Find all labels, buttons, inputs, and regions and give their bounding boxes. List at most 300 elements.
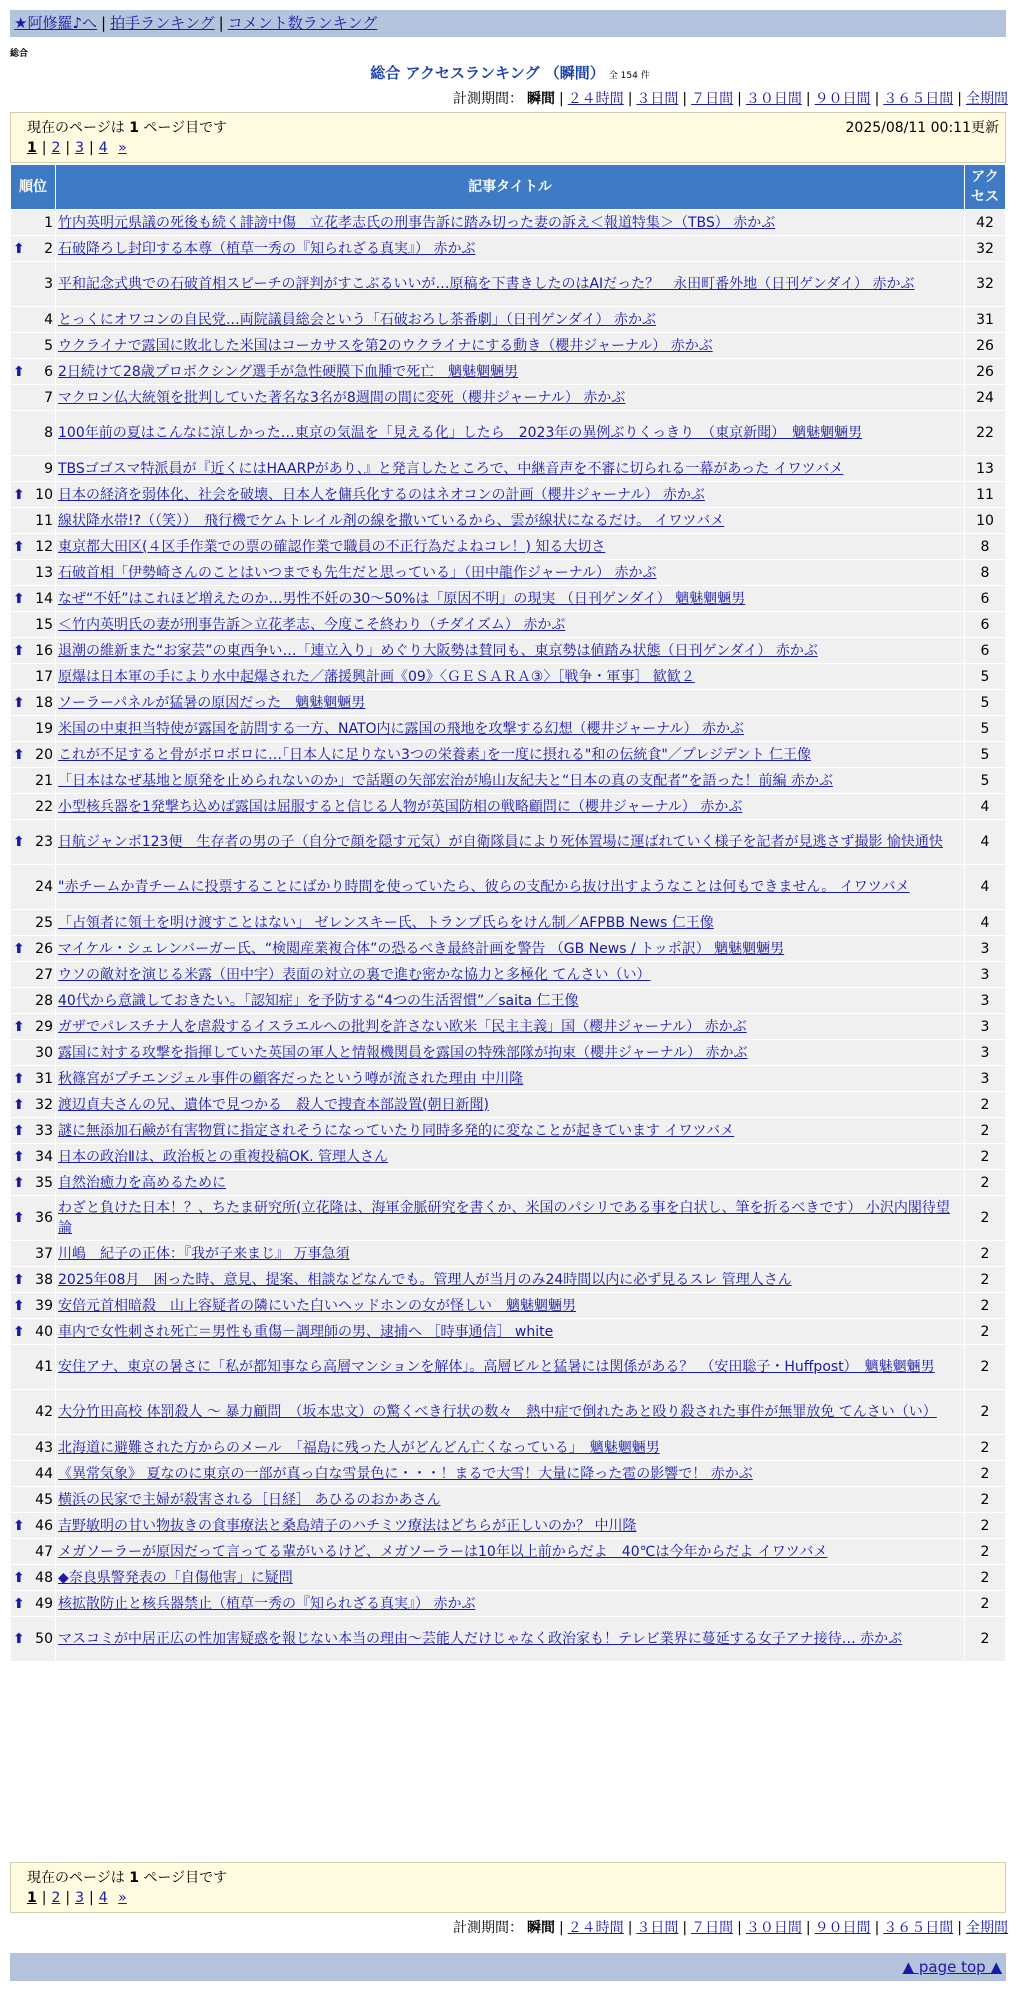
- article-link[interactable]: 退潮の維新また“お家芸”の東西争い…「連立入り」めぐり大阪勢は賛同も、東京勢は値踏み状態（日刊ゲンダイ） 赤かぶ: [58, 642, 818, 659]
- period-link[interactable]: 全期間: [966, 1920, 1008, 1936]
- page-next-link[interactable]: »: [118, 140, 127, 156]
- table-row: [11, 385, 1005, 410]
- table-row: [11, 1461, 1005, 1486]
- access-count: 2: [965, 1118, 1005, 1143]
- separator: |: [558, 91, 564, 107]
- rank-number: 22: [35, 798, 53, 815]
- rank-number: 32: [35, 1096, 53, 1113]
- rank-number: 24: [35, 879, 53, 895]
- title-cell: [56, 1014, 964, 1039]
- period-link[interactable]: ７日間: [691, 91, 734, 107]
- article-link[interactable]: 平和記念式典での石破首相スピーチの評判がすこぶるいいが…原稿を下書きしたのはAIだった？ 永田町番外地（日刊ゲンダイ） 赤かぶ: [58, 276, 915, 292]
- page-message: [27, 1867, 227, 1887]
- title-cell: [56, 1513, 964, 1538]
- access-count: 5: [965, 768, 1005, 793]
- rank-up-arrow-icon: ⬆: [13, 834, 25, 850]
- table-row: [11, 716, 1005, 741]
- rank-number: 41: [35, 1359, 53, 1375]
- rank-number: 27: [35, 966, 53, 983]
- access-count: 2: [965, 1487, 1005, 1512]
- access-count: 4: [965, 794, 1005, 819]
- rank-up-arrow-icon: ⬆: [13, 642, 25, 659]
- article-link[interactable]: ソーラーパネルが猛暑の原因だった 魑魅魍魎男: [58, 694, 366, 711]
- article-link[interactable]: 《異常気象》 夏なのに東京の一部が真っ白な雪景色に・・・！まるで大雪！大量に降った雹の影響で！ 赤かぶ: [58, 1465, 753, 1482]
- article-link[interactable]: "赤チームか青チームに投票することにばかり時間を使っていたら、彼らの支配から抜け出すようなことは何もできません。 イワツバメ: [58, 879, 910, 895]
- rank-cell: [11, 1040, 55, 1065]
- access-count: 2: [965, 1267, 1005, 1292]
- access-count: 5: [965, 664, 1005, 689]
- rank-cell: [11, 1390, 55, 1434]
- table-row: [11, 1196, 1005, 1240]
- rank-cell: [11, 936, 55, 961]
- period-link[interactable]: 全期間: [966, 91, 1008, 107]
- rank-up-arrow-icon: ⬆: [13, 486, 25, 503]
- table-row: [11, 1170, 1005, 1195]
- rank-number: 26: [35, 940, 53, 957]
- separator: |: [101, 14, 107, 32]
- rank-up-arrow-icon: ⬆: [13, 1096, 25, 1113]
- period-link[interactable]: ３日間: [636, 91, 679, 107]
- article-link[interactable]: 竹内英明元県議の死後も続く誹謗中傷 立花孝志氏の刑事告訴に踏み切った妻の訴え＜報道特集＞（TBS） 赤かぶ: [58, 214, 776, 231]
- title-cell: [56, 1118, 964, 1143]
- table-row: [11, 1267, 1005, 1292]
- page-link[interactable]: 4: [98, 140, 108, 156]
- article-link[interactable]: 川嶋 紀子の正体：『我が子来まじ』 万事急須: [58, 1245, 350, 1262]
- article-link[interactable]: 2日続けて28歳プロボクシング選手が急性硬膜下血腫で死亡 魑魅魍魎男: [58, 363, 519, 380]
- article-link[interactable]: 線状降水帯!?（（笑）） 飛行機でケムトレイル剤の線を撒いているから、雲が線状になるだけ。 イワツバメ: [58, 512, 725, 529]
- access-count: 10: [965, 508, 1005, 533]
- rank-cell: [11, 638, 55, 663]
- article-link[interactable]: 日本の政治Ⅱは、政治板との重複投稿OK. 管理人さん: [58, 1148, 388, 1165]
- article-link[interactable]: 原爆は日本軍の手により水中起爆された／藩援興計画《09》〈ＧＥＳＡＲＡ③〉［戦争・軍事］ 歓歓２: [58, 668, 695, 685]
- pager-top: [10, 112, 1006, 163]
- table-row: [11, 820, 1005, 864]
- page-link[interactable]: 3: [75, 1890, 85, 1906]
- rank-cell: [11, 1617, 55, 1661]
- access-count: 2: [965, 1144, 1005, 1169]
- table-row: [11, 988, 1005, 1013]
- access-count: 2: [965, 1092, 1005, 1117]
- separator: |: [737, 91, 742, 107]
- rank-up-arrow-icon: ⬆: [13, 590, 25, 607]
- rank-number: 39: [35, 1297, 53, 1314]
- rank-cell: [11, 865, 55, 909]
- access-count: 3: [965, 936, 1005, 961]
- separator: |: [41, 140, 47, 156]
- rank-cell: [11, 482, 55, 507]
- article-link[interactable]: 石破降ろし封印する本尊（植草一秀の『知られざる真実』） 赤かぶ: [58, 240, 476, 257]
- page-message: [27, 117, 227, 137]
- rank-up-arrow-icon: ⬆: [13, 1148, 25, 1165]
- table-row: [11, 1014, 1005, 1039]
- table-row: [11, 638, 1005, 663]
- rank-cell: [11, 1319, 55, 1344]
- article-link[interactable]: 日本の経済を弱体化、社会を破壊、日本人を傭兵化するのはネオコンの計画（櫻井ジャーナル） 赤かぶ: [58, 486, 705, 503]
- title-cell: [56, 690, 964, 715]
- period-link[interactable]: ９０日間: [814, 1920, 871, 1936]
- separator: |: [65, 1890, 71, 1906]
- access-count: 31: [965, 307, 1005, 332]
- separator: |: [957, 91, 962, 107]
- separator: |: [65, 140, 71, 156]
- separator: |: [874, 1920, 880, 1936]
- rank-number: 10: [35, 486, 53, 503]
- page-current: 1: [27, 140, 37, 156]
- rank-up-arrow-icon: ⬆: [13, 1070, 25, 1087]
- rank-number: 38: [35, 1271, 53, 1288]
- article-link[interactable]: 安住アナ、東京の暑さに「私が都知事なら高層マンションを解体」。高層ビルと猛暑には関係がある？ （安田聡子・Huffpost） 魑魅魍魎男: [58, 1359, 935, 1375]
- access-count: 5: [965, 690, 1005, 715]
- rank-number: 35: [35, 1174, 53, 1191]
- table-row: [11, 1241, 1005, 1266]
- table-row: [11, 1539, 1005, 1564]
- access-count: 2: [965, 1319, 1005, 1344]
- page-next-link[interactable]: »: [118, 1890, 127, 1906]
- title-cell: [56, 716, 964, 741]
- rank-up-arrow-icon: ⬆: [13, 746, 25, 763]
- title-cell: [56, 962, 964, 987]
- access-count: 2: [965, 1565, 1005, 1590]
- separator: |: [218, 14, 224, 32]
- title-header: 記事タイトル: [56, 165, 964, 209]
- page-current: 1: [27, 1890, 37, 1906]
- article-link[interactable]: 北海道に避難された方からのメール 「福島に残った人がどんどん亡くなっている」 魑魅魍魎男: [58, 1439, 660, 1456]
- table-row: [11, 508, 1005, 533]
- rank-header: 順位: [11, 165, 55, 209]
- separator: |: [41, 1890, 47, 1906]
- rank-cell: [11, 910, 55, 935]
- rank-cell: [11, 210, 55, 235]
- title-cell: [56, 820, 964, 864]
- title-cell: [56, 1591, 964, 1616]
- rank-number: 45: [35, 1491, 53, 1508]
- separator: |: [682, 1920, 688, 1936]
- table-row: [11, 936, 1005, 961]
- period-selector-bottom: [453, 1917, 1008, 1937]
- title-cell: [56, 1092, 964, 1117]
- table-row: [11, 664, 1005, 689]
- article-link[interactable]: これが不足すると骨がボロボロに…｢日本人に足りない3つの栄養素｣を一度に摂れる"和の伝統食"／プレジデント 仁王像: [58, 746, 812, 763]
- rank-cell: [11, 1487, 55, 1512]
- page-top-link[interactable]: ▲ page top ▲: [902, 1958, 1002, 1976]
- rank-cell: [11, 1241, 55, 1266]
- period-link[interactable]: ７日間: [691, 1920, 734, 1936]
- table-row: [11, 333, 1005, 358]
- clap-ranking-link[interactable]: 拍手ランキング: [110, 14, 215, 32]
- rank-number: 30: [35, 1044, 53, 1061]
- rank-number: 37: [35, 1245, 53, 1262]
- separator: |: [805, 91, 811, 107]
- article-link[interactable]: 渡辺貞夫さんの兄、遺体で見つかる 殺人で捜査本部設置(朝日新聞): [58, 1096, 489, 1113]
- rank-up-arrow-icon: ⬆: [13, 940, 25, 957]
- rank-number: 49: [35, 1595, 53, 1612]
- article-link[interactable]: ◆奈良県警発表の「自傷他害」に疑問: [58, 1569, 293, 1586]
- article-link[interactable]: 安倍元首相暗殺 山上容疑者の隣にいた白いヘッドホンの女が怪しい 魑魅魍魎男: [58, 1297, 576, 1314]
- article-link[interactable]: TBSゴゴスマ特派員が『近くにはHAARPがあり、』と発言したところで、中継音声を不審に切られる一幕があった イワツバメ: [58, 460, 844, 477]
- page-link[interactable]: 3: [75, 140, 85, 156]
- rank-cell: [11, 612, 55, 637]
- period-link[interactable]: ３６５日間: [883, 1920, 954, 1936]
- title-cell: [56, 1293, 964, 1318]
- page-message-number: 1: [129, 1870, 139, 1886]
- page-title: [0, 62, 1020, 83]
- title-cell: [56, 1066, 964, 1091]
- article-link[interactable]: 謎に無添加石鹸が有害物質に指定されそうになっていたり同時多発的に変なことが起きています イワツバメ: [58, 1122, 735, 1139]
- period-link[interactable]: ３０日間: [745, 1920, 802, 1936]
- article-link[interactable]: メガソーラーが原因だって言ってる輩がいるけど、メガソーラーは10年以上前からだよ 40℃は今年からだよ イワツバメ: [58, 1543, 828, 1560]
- access-count: 3: [965, 988, 1005, 1013]
- rank-number: 19: [35, 720, 53, 737]
- article-link[interactable]: マイケル・シェレンバーガー氏、“検閲産業複合体”の恐るべき最終計画を警告 （GB News / トッポ訳） 魑魅魍魎男: [58, 940, 785, 957]
- page-link[interactable]: 4: [98, 1890, 108, 1906]
- table-row: [11, 1390, 1005, 1434]
- period-link[interactable]: ３０日間: [745, 91, 802, 107]
- article-link[interactable]: 日航ジャンボ123便 生存者の男の子（自分で顔を隠す元気）が自衛隊員により死体置場に運ばれていく様子を記者が見逃さず撮影 愉快通快: [58, 834, 943, 850]
- access-count: 4: [965, 865, 1005, 909]
- article-link[interactable]: ウソの敵対を演じる米露（田中宇）表面の対立の裏で進む密かな協力と多極化 てんさい（い）: [58, 966, 651, 983]
- title-cell: [56, 482, 964, 507]
- page-link[interactable]: 2: [51, 140, 61, 156]
- title-cell: [56, 1241, 964, 1266]
- period-current: 瞬間: [526, 1920, 555, 1936]
- article-link[interactable]: 横浜の民家で主婦が殺害される［日経］ あひるのおかあさん: [58, 1491, 441, 1508]
- period-link[interactable]: ２４時間: [567, 91, 624, 107]
- rank-cell: [11, 820, 55, 864]
- table-row: [11, 307, 1005, 332]
- rank-number: 36: [35, 1210, 53, 1226]
- rank-cell: [11, 456, 55, 481]
- rank-number: 28: [35, 992, 53, 1009]
- title-cell: [56, 1390, 964, 1434]
- table-row: [11, 768, 1005, 793]
- rank-cell: [11, 1144, 55, 1169]
- rank-cell: [11, 1565, 55, 1590]
- rank-number: 7: [44, 389, 53, 406]
- title-cell: [56, 262, 964, 306]
- table-row: [11, 1435, 1005, 1460]
- table-row: [11, 1617, 1005, 1661]
- article-link[interactable]: とっくにオワコンの自民党…両院議員総会という「石破おろし茶番劇」（日刊ゲンダイ） 赤かぶ: [58, 311, 657, 328]
- article-link[interactable]: マスコミが中居正広の性加害疑惑を報じない本当の理由～芸能人だけじゃなく政治家も！テレビ業界に蔓延する女子アナ接待… 赤かぶ: [58, 1631, 903, 1647]
- bottom-bar: [10, 1953, 1006, 1981]
- period-link[interactable]: ３日間: [636, 1920, 679, 1936]
- table-row: [11, 411, 1005, 455]
- article-link[interactable]: 秋篠宮がプチエンジェル事件の顧客だったという噂が流された理由 中川隆: [58, 1070, 524, 1087]
- rank-up-arrow-icon: ⬆: [13, 538, 25, 555]
- table-row: [11, 456, 1005, 481]
- rank-number: 20: [35, 746, 53, 763]
- access-count: 2: [965, 1241, 1005, 1266]
- access-count: 3: [965, 962, 1005, 987]
- table-row: [11, 1293, 1005, 1318]
- rank-cell: [11, 1118, 55, 1143]
- rank-up-arrow-icon: ⬆: [13, 1210, 25, 1226]
- access-count: 4: [965, 820, 1005, 864]
- separator: |: [957, 1920, 962, 1936]
- rank-cell: [11, 988, 55, 1013]
- rank-cell: [11, 236, 55, 261]
- article-link[interactable]: 大分竹田高校 体罰殺人 〜 暴力顧問 （坂本忠文）の驚くべき行状の数々 熱中症で倒れたあと殴り殺された事件が無罪放免 てんさい（い）: [58, 1404, 937, 1420]
- rank-number: 46: [35, 1517, 53, 1534]
- table-row: [11, 910, 1005, 935]
- title-cell: [56, 307, 964, 332]
- table-row: [11, 690, 1005, 715]
- period-link[interactable]: ９０日間: [814, 91, 871, 107]
- rank-number: 13: [35, 564, 53, 581]
- table-row: [11, 1487, 1005, 1512]
- rank-number: 18: [35, 694, 53, 711]
- article-link[interactable]: マクロン仏大統領を批判していた著名な3名が8週間の間に変死（櫻井ジャーナル） 赤かぶ: [58, 389, 626, 406]
- rank-number: 21: [35, 772, 53, 789]
- rank-cell: [11, 742, 55, 767]
- rank-number: 44: [35, 1465, 53, 1482]
- rank-up-arrow-icon: ⬆: [13, 694, 25, 711]
- title-cell: [56, 236, 964, 261]
- page-message-number: 1: [129, 120, 139, 136]
- title-cell: [56, 988, 964, 1013]
- title-cell: [56, 1267, 964, 1292]
- article-link[interactable]: なぜ“不妊”はこれほど増えたのか…男性不妊の30～50%は「原因不明」の現実 （日刊ゲンダイ） 魑魅魍魎男: [58, 590, 746, 607]
- access-count: 11: [965, 482, 1005, 507]
- rank-number: 23: [35, 834, 53, 850]
- rank-number: 40: [35, 1323, 53, 1340]
- access-count: 2: [965, 1390, 1005, 1434]
- separator: |: [737, 1920, 742, 1936]
- access-count: 2: [965, 1539, 1005, 1564]
- access-header: アクセス: [965, 165, 1005, 209]
- title-cell: [56, 936, 964, 961]
- rank-cell: [11, 359, 55, 384]
- title-cell: [56, 586, 964, 611]
- page-message-suffix: ページ目です: [143, 120, 228, 136]
- title-cell: [56, 1565, 964, 1590]
- rank-number: 4: [44, 311, 53, 328]
- comment-ranking-link[interactable]: コメント数ランキング: [227, 14, 378, 32]
- table-row: [11, 742, 1005, 767]
- rank-cell: [11, 1591, 55, 1616]
- access-count: 8: [965, 560, 1005, 585]
- title-cell: [56, 768, 964, 793]
- article-link[interactable]: ウクライナで露国に敗北した米国はコーカサスを第2のウクライナにする動き（櫻井ジャーナル） 赤かぶ: [58, 337, 713, 354]
- rank-number: 25: [35, 914, 53, 931]
- rank-number: 17: [35, 668, 53, 685]
- separator: |: [627, 91, 633, 107]
- article-link[interactable]: ＜竹内英明氏の妻が刑事告訴＞立花孝志、今度こそ終わり（チダイズム） 赤かぶ: [58, 616, 566, 633]
- article-link[interactable]: ガザでパレスチナ人を虐殺するイスラエルへの批判を許さない欧米「民主主義」国（櫻井ジャーナル） 赤かぶ: [58, 1018, 747, 1035]
- rank-cell: [11, 1196, 55, 1240]
- access-count: 4: [965, 910, 1005, 935]
- ranking-body: [11, 210, 1005, 1661]
- rank-number: 3: [44, 276, 53, 292]
- period-label: 計測期間：: [452, 1920, 523, 1936]
- article-link[interactable]: 小型核兵器を1発撃ち込めば露国は屈服すると信じる人物が英国防相の戦略顧問に（櫻井ジャーナル） 赤かぶ: [58, 798, 743, 815]
- article-link[interactable]: 自然治癒力を高めるために: [58, 1174, 226, 1191]
- category-label: 総合: [10, 49, 29, 59]
- separator: |: [89, 140, 94, 156]
- title-cell: [56, 638, 964, 663]
- article-link[interactable]: 「日本はなぜ基地と原発を止められないのか」で話題の矢部宏治が鳩山友紀夫と“日本の真の支配者”を語った！前編 赤かぶ: [58, 772, 833, 789]
- rank-number: 14: [35, 590, 53, 607]
- table-row: [11, 794, 1005, 819]
- article-link[interactable]: 「占領者に領土を明け渡すことはない」 ゼレンスキー氏、トランプ氏らをけん制／AFPBB News 仁王像: [58, 914, 714, 931]
- table-row: [11, 560, 1005, 585]
- table-row: [11, 482, 1005, 507]
- access-count: 32: [965, 236, 1005, 261]
- title-cell: [56, 508, 964, 533]
- separator: |: [627, 1920, 633, 1936]
- home-link[interactable]: ★阿修羅♪へ: [14, 14, 98, 32]
- rank-cell: [11, 262, 55, 306]
- rank-number: 42: [35, 1404, 53, 1420]
- rank-number: 29: [35, 1018, 53, 1035]
- rank-cell: [11, 508, 55, 533]
- separator: |: [89, 1890, 94, 1906]
- updated-timestamp: 2025/08/11 00:11更新: [845, 120, 999, 136]
- top-nav-bar: [10, 10, 1006, 37]
- rank-up-arrow-icon: ⬆: [13, 1271, 25, 1288]
- rank-up-arrow-icon: ⬆: [13, 1631, 25, 1647]
- separator: |: [558, 1920, 564, 1936]
- period-link[interactable]: ３６５日間: [883, 91, 954, 107]
- article-link[interactable]: 車内で女性刺され死亡＝男性も重傷－調理師の男、逮捕へ ［時事通信］ white: [58, 1323, 554, 1340]
- rank-number: 50: [35, 1631, 53, 1647]
- access-count: 8: [965, 534, 1005, 559]
- rank-cell: [11, 1539, 55, 1564]
- article-link[interactable]: わざと負けた日本！？、ちたま研究所(立花隆は、海軍金脈研究を書くか、米国のパシリである事を白状し、筆を折るべきです） 小沢内閣待望論: [58, 1200, 950, 1236]
- table-row: [11, 534, 1005, 559]
- rank-number: 33: [35, 1122, 53, 1139]
- page-link[interactable]: 2: [51, 1890, 61, 1906]
- pager-bottom: [10, 1862, 1006, 1913]
- rank-number: 31: [35, 1070, 53, 1087]
- rank-number: 43: [35, 1439, 53, 1456]
- rank-cell: [11, 1014, 55, 1039]
- access-count: 5: [965, 716, 1005, 741]
- rank-cell: [11, 1092, 55, 1117]
- article-link[interactable]: 露国に対する攻撃を指揮していた英国の軍人と情報機関員を露国の特殊部隊が拘束（櫻井ジャーナル） 赤かぶ: [58, 1044, 748, 1061]
- title-cell: [56, 210, 964, 235]
- title-cell: [56, 1435, 964, 1460]
- article-link[interactable]: 2025年08月 困った時、意見、提案、相談などなんでも。管理人が当月のみ24時間以内に必ず見るスレ 管理人さん: [58, 1271, 792, 1288]
- title-cell: [56, 534, 964, 559]
- access-count: 26: [965, 333, 1005, 358]
- article-link[interactable]: 核拡散防止と核兵器禁止（植草一秀の『知られざる真実』） 赤かぶ: [58, 1595, 476, 1612]
- article-link[interactable]: 東京都大田区(４区手作業での票の確認作業で職員の不正行為だよねコレ！) 知る大切さ: [58, 538, 606, 555]
- table-row: [11, 865, 1005, 909]
- article-link[interactable]: 40代から意識しておきたい。「認知症」を予防する“4つの生活習慣”／saita 仁王像: [58, 992, 579, 1009]
- rank-number: 2: [44, 240, 53, 257]
- page-message-suffix: ページ目です: [143, 1870, 228, 1886]
- article-link[interactable]: 米国の中東担当特使が露国を訪問する一方、NATO内に露国の飛地を攻撃する幻想（櫻井ジャーナル） 赤かぶ: [58, 720, 745, 737]
- title-cell: [56, 1539, 964, 1564]
- access-count: 2: [965, 1591, 1005, 1616]
- article-link[interactable]: 吉野敏明の甘い物抜きの食事療法と桑島靖子のハチミツ療法はどちらが正しいのか？ 中川隆: [58, 1517, 637, 1534]
- rank-cell: [11, 534, 55, 559]
- page-title-text: 総合 アクセスランキング （瞬間）: [370, 64, 605, 82]
- table-row: [11, 1319, 1005, 1344]
- article-link[interactable]: 石破首相「伊勢崎さんのことはいつまでも先生だと思っている」（田中龍作ジャーナル） 赤かぶ: [58, 564, 657, 581]
- access-count: 32: [965, 262, 1005, 306]
- page-message-prefix: 現在のページは: [27, 1870, 125, 1886]
- period-link[interactable]: ２４時間: [567, 1920, 624, 1936]
- period-current: 瞬間: [526, 91, 555, 107]
- rank-up-arrow-icon: ⬆: [13, 1018, 25, 1035]
- access-count: 6: [965, 612, 1005, 637]
- article-link[interactable]: 100年前の夏はこんなに涼しかった…東京の気温を「見える化」したら 2023年の異例ぶりくっきり （東京新聞） 魑魅魍魎男: [58, 425, 863, 441]
- rank-number: 8: [44, 425, 53, 441]
- table-row: [11, 612, 1005, 637]
- title-cell: [56, 910, 964, 935]
